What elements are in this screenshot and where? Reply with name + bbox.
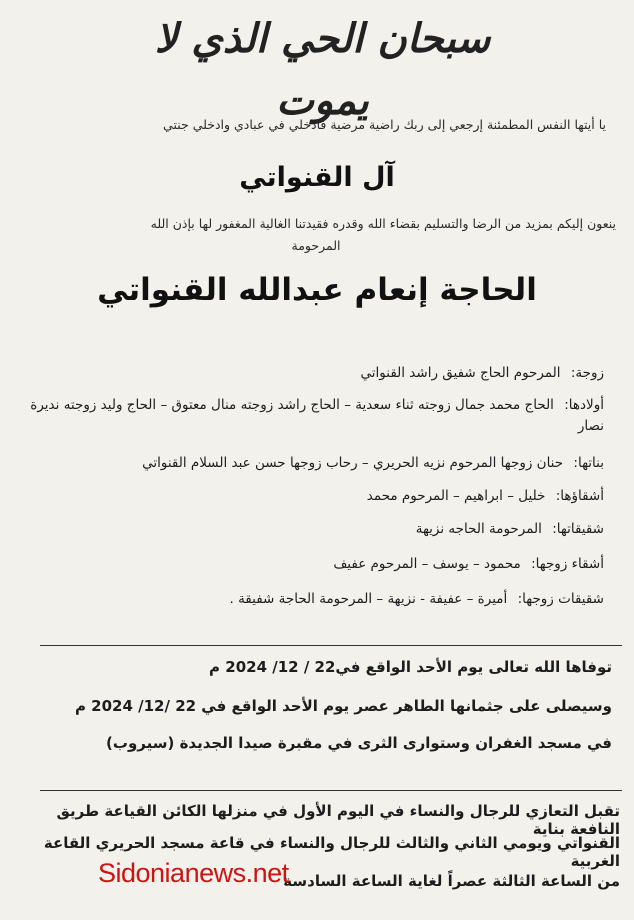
burial-line: في مسجد الغفران وستوارى الثرى في مقبرة صيدا الجديدة (سيروب) (106, 734, 612, 752)
relative-text: أميرة – عفيفة - نزيهة – المرحومة الحاجة شفيقة . (229, 591, 508, 607)
relative-row-spouse (24, 363, 604, 384)
divider-line (40, 645, 622, 646)
quran-verse: يا أيتها النفس المطمئنة إرجعي إلى ربك راضية مرضية فادخلي في عبادي وادخلي جنتي (163, 117, 606, 132)
condolences-line-1: تقبل التعازي للرجال والنساء في اليوم الأول في منزلها الكائن القياعة طريق النافعة بناية (56, 802, 620, 838)
relative-text: المرحوم الحاج شفيق راشد القنواتي (360, 365, 561, 381)
relative-row-sisters (24, 519, 604, 540)
announcement-line-2: المرحومة (291, 238, 341, 253)
relative-text: خليل – ابراهيم – المرحوم محمد (366, 488, 546, 504)
relative-label: شقيقاتها: (552, 521, 604, 537)
relative-text: الحاج محمد جمال زوجته ثناء سعدية – الحاج راشد زوجته منال معتوق – الحاج وليد زوجته نديرة نصار (30, 397, 604, 434)
prayer-line: وسيصلى على جثمانها الطاهر عصر يوم الأحد الواقع في 22 /12/ 2024 م (74, 697, 612, 715)
relative-row-daughters (24, 453, 604, 474)
relative-text: المرحومة الحاجه نزيهة (415, 521, 542, 537)
announcement-line-1: ينعون إليكم بمزيد من الرضا والتسليم بقضاء الله وقدره فقيدتنا الغالية المغفور لها بإذن الله (150, 216, 616, 231)
relative-label: زوجة: (570, 365, 604, 381)
relative-row-husband-brothers (24, 554, 604, 575)
relative-text: محمود – يوسف – المرحوم عفيف (333, 556, 521, 572)
relative-text: حنان زوجها المرحوم نزيه الحريري – رحاب زوجها حسن عبد السلام القنواتي (142, 455, 564, 471)
death-date-line: توفاها الله تعالى يوم الأحد الواقع في22 / 12/ 2024 م (209, 658, 612, 676)
condolences-line-3: من الساعة الثالثة عصراً لغاية الساعة السادسة (283, 872, 620, 890)
relative-row-sons (24, 395, 604, 437)
relative-row-husband-sisters (24, 589, 604, 610)
site-watermark: Sidonianews.net (98, 858, 289, 888)
relative-label: أشقاؤها: (555, 488, 604, 504)
relative-label: بناتها: (573, 455, 604, 471)
relative-label: أشقاء زوجها: (531, 556, 604, 572)
relative-label: أولادها: (564, 397, 604, 413)
relative-label: شقيقات زوجها: (517, 591, 604, 607)
divider-line (40, 790, 622, 791)
family-name: آل القنواتي (239, 162, 395, 193)
calligraphy-title: سبحان الحي الذي لا يموت (154, 15, 491, 124)
condolences-line-2: القنواتي ويومي الثاني والثالث للرجال والنساء في قاعة مسجد الحريري القاعة الغربية (43, 834, 620, 870)
announcement (16, 213, 616, 257)
deceased-name: الحاجة إنعام عبدالله القنواتي (97, 272, 537, 308)
relative-row-brothers (24, 486, 604, 507)
